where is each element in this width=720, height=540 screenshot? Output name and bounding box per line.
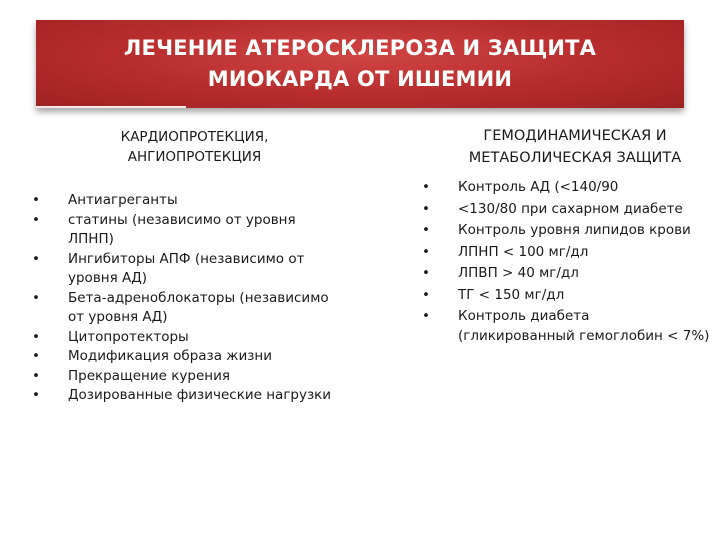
list-item-text: ЛПНП < 100 мг/дл <box>458 243 589 260</box>
page-title <box>124 33 596 95</box>
list-item-text: Ингибиторы АПФ (независимо от уровня АД) <box>68 250 305 286</box>
bullet-icon: • <box>32 328 40 345</box>
title-line-1: ЛЕЧЕНИЕ АТЕРОСКЛЕРОЗА И ЗАЩИТА <box>123 36 597 60</box>
title-banner <box>36 20 684 108</box>
list-item <box>30 289 340 328</box>
list-item-text: Бета-адреноблокаторы (независимо от уровня АД) <box>68 289 329 325</box>
list-item <box>30 386 340 406</box>
list-item <box>420 221 710 241</box>
list-item <box>30 328 340 348</box>
list-item <box>30 211 340 250</box>
list-item <box>30 347 340 367</box>
list-item-text: ЛПВП > 40 мг/дл <box>458 265 579 281</box>
list-item-text: ТГ < 150 мг/дл <box>458 286 565 303</box>
list-item-text: <130/80 при сахарном диабете <box>458 200 683 217</box>
list-item <box>420 178 710 198</box>
list-item-text: Контроль уровня липидов крови <box>458 222 691 238</box>
bullet-icon: • <box>422 286 430 303</box>
bullet-icon: • <box>422 179 430 195</box>
title-line-2: МИОКАРДА ОТ ИШЕМИИ <box>207 67 513 91</box>
bullet-icon: • <box>32 387 40 403</box>
bullet-icon: • <box>32 367 40 384</box>
list-item <box>30 250 340 289</box>
bullet-icon: • <box>422 308 430 324</box>
list-item-text: Контроль диабета (гликированный гемоглобин < 7%) <box>458 308 710 344</box>
list-item-text: Модификация образа жизни <box>68 348 273 364</box>
list-item-text: Прекращение курения <box>68 367 230 384</box>
list-item-text: Дозированные физические нагрузки <box>68 387 332 403</box>
bullet-icon: • <box>32 289 40 306</box>
right-column-heading <box>440 125 710 169</box>
bullet-icon: • <box>32 250 40 267</box>
right-heading-line-1: ГЕМОДИНАМИЧЕСКАЯ И <box>483 128 667 144</box>
bullet-icon: • <box>32 211 40 228</box>
list-item <box>420 286 710 306</box>
list-item <box>30 367 340 387</box>
list-item <box>30 191 340 211</box>
list-item <box>420 307 710 346</box>
left-column-heading <box>82 127 307 167</box>
left-heading-line-2: АНГИОПРОТЕКЦИЯ <box>127 149 262 165</box>
list-item-text: статины (независимо от уровня ЛПНП) <box>68 211 296 247</box>
list-item-text: Цитопротекторы <box>68 328 189 345</box>
bullet-icon: • <box>422 243 430 260</box>
left-bullet-list <box>30 191 340 406</box>
bullet-icon: • <box>32 192 40 208</box>
left-heading-line-1: КАРДИОПРОТЕКЦИЯ, <box>120 129 269 145</box>
list-item <box>420 200 710 220</box>
list-item-text: Антиагреганты <box>68 192 178 208</box>
bullet-icon: • <box>422 265 430 281</box>
list-item <box>420 243 710 263</box>
bullet-icon: • <box>32 348 40 364</box>
right-bullet-list <box>420 178 710 348</box>
bullet-icon: • <box>422 200 430 217</box>
title-underline <box>36 106 186 108</box>
list-item-text: Контроль АД (<140/90 <box>458 179 619 195</box>
bullet-icon: • <box>422 222 430 238</box>
list-item <box>420 264 710 284</box>
right-heading-line-2: МЕТАБОЛИЧЕСКАЯ ЗАЩИТА <box>468 150 682 166</box>
